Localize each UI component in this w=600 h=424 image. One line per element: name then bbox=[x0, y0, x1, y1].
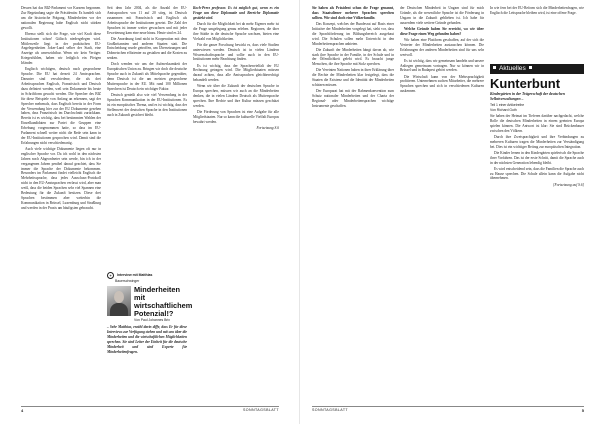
paragraph: Wir haben eine Plattform geschaffen, auf der sich die Vertreter der Minderheiten austauschen können. Die Erfahrungen der anderen Minderheiten sind für uns sehr wertvoll. bbox=[400, 37, 484, 57]
paragraph: Durch ihre Zweisprachigkeit und ihre Verbindungen zu mehreren Kulturen tragen die Minderheiten zur Verständigung bei. Dies ist ein wichtiger Beitrag zur europäischen Integration. bbox=[490, 134, 584, 149]
paragraph: Englisch wichtigen, deutsch nach gesprochene Sprache. Die EU hat derzeit 24 Amtssprachen. Darunter sind verschiedene, die als drei Arbeitssprachen Englisch, Französisch und Deutsch dazu definiert werden, weil sein Dokumente bis heute in Schriftform gesucht werden. Die Sprecher des BIZ für diese Beispiele von Anfang an erkennen, sagt der Sprecher mehrmals, dass Englisch bereits in der Form der Verwendung hier zur der EU Dokumente gesehen haben, dass Französisch im Durchschnitt zurückkam. Bereits ist es wichtig, dass bei bestimmten Wahlen der Einzelkandidaten zur Partei die Gruppen eine Erhebung vorgenommen hatte, so dass im EU-Parlament schnell weiter nicht die Rede sein kann in der EU-Institutionen gesprochen wird. Damit sind die Erfahrungen nicht verschiedenartig. bbox=[21, 67, 101, 145]
paragraph: Es ist wichtig, dass wir gemeinsam handeln und unsere Anliegen gemeinsam vortragen. Nur so können wir in Brüssel und in Budapest gehört werden. bbox=[400, 58, 484, 73]
right-column-3-bottom bbox=[490, 114, 584, 402]
left-column-2 bbox=[107, 6, 187, 268]
paragraph: Dessen hat das BIZ-Parlament vor Kurzem begonnen. Zur Begründung sagte die Präsidentin: Es handelt sich um die historische Prägung, Minderheiten vor der nationalen Regierung habe Englisch nicht stärken gewollt. bbox=[21, 6, 101, 30]
interview-kicker: Interview mit Matthias bbox=[117, 273, 153, 278]
interview-byline: Von Paul Johannes Brix bbox=[134, 318, 171, 323]
footer-rule bbox=[312, 406, 584, 407]
paragraph: Sie haben als Präsident schon die Frage genannt, dass Staatsdiener mehrere Sprachen sprechen sollten. Wir sind doch eine Völkerfamilie. bbox=[312, 6, 394, 20]
left-column-1 bbox=[21, 6, 101, 402]
aktuelles-deck: Kindergärten in der Trägerschaft der deutschen Selbstverwaltungen – bbox=[490, 92, 565, 101]
footer-rule bbox=[21, 406, 279, 407]
paper-name: SONNTAGSBLATT bbox=[312, 408, 349, 412]
paragraph: Die Wirtschaft kann von der Mehrsprachigkeit profitieren. Unternehmen suchen Mitarbeiter, die mehrere Sprachen sprechen und sich in verschiedenen Kulturen auskennen. bbox=[400, 74, 484, 94]
right-column-2 bbox=[400, 6, 484, 402]
right-page bbox=[300, 0, 600, 424]
paragraph: Der Europarat hat mit der Rahmenkonvention zum Schutz nationaler Minderheiten und der Charta der Regional- oder Minderheitensprachen wichtige Instrumente geschaffen. bbox=[312, 89, 394, 108]
interviewee-portrait bbox=[107, 286, 131, 316]
bullet-square-icon bbox=[493, 66, 496, 69]
left-footer bbox=[21, 408, 279, 413]
aktuelles-series: Teil 1 einer Artikelreihe bbox=[490, 103, 525, 107]
paragraph: Seit dem Jahr 2004, als die Anzahl der EU-Amtssprachen von 11 auf 20 stieg, ist Deutsch zusammen mit Französisch und Englisch als Arbeitssprache der Institutionen gesetzt. Die Zahl der Sprachen ist immer weiter gewachsen und mit jeder Erweiterung kam eine neue hinzu. Heute sind es 24. bbox=[107, 6, 187, 35]
interview-headline: Minderheiten mit wirtschaftlichem Potenzial!? bbox=[134, 285, 193, 318]
continued-note: Fortsetzung S.6 bbox=[256, 125, 279, 130]
left-column-3 bbox=[193, 6, 279, 402]
paragraph: Für die ganze Forschung bewirkt es, dass viele Studien unterwiesen werden. Deutsch ist in vielen Ländern Wissenschaftssprache und sollte auch in den EU-Institutionen mehr Beachtung finden. bbox=[193, 42, 279, 62]
paragraph: Auch viele wichtige Dokumente liegen oft nur in englischer Sprache vor. Da ich wohl in den nächsten Jahren noch Abgeordneter sein werde, bin ich in der vergangenen Jahren penibel darauf geachtet, dass Sie immer die Sprache der Dokumente bekommen. Besonders im Parlament findet vielleicht Englisch die Mehrheitssprache, dass jedes Ausschuss-Protokoll nicht in den EU-Amtssprachen verfasst wird, aber man weiß, dass die beiden Sprachen sehr viel Spannen eine Bedeutung für die Zukunft besitzen. Diese drei Sprachen bestimmen aber weiterhin die Kommunikation in Brüssel, Luxemburg und Straßburg und werden in der Praxis am häufigsten gebraucht. bbox=[21, 146, 101, 210]
right-column-1 bbox=[312, 6, 394, 402]
paragraph: Durch für die Möglichkeit bei ab mehr Eigenes mehr ist die Frage umgelegung genau erleben. Regionen, die über ihre Städte in die deutsche Sprache wachsen, bieten eine Vielzahl von Möglichkeiten. bbox=[193, 21, 279, 41]
paragraph: Welche Gründe haben Sie erreicht, wo wir über diese Frage einen Weg gefunden haben? bbox=[400, 26, 484, 36]
plus-circle-icon: + bbox=[107, 272, 114, 279]
paragraph: der Deutschen Minderheit in Ungarn sind für mich Gründe, als die wesentliche Sprache ist die Förderung in Ungarn in die Zukunft geblieben ist. Ich habe für ausserdem viele weitere Gründe gefunden. bbox=[400, 6, 484, 25]
paragraph: Doch wenden wir uns der Aufmerksamkeit der Europäischen Union zu. Bringen wir doch die deutsche Sprache auch in Zukunft als Mittelsprache gegenüber, denn Deutsch ist die am meisten gesprochene Muttersprache in der EU. Mit rund 100 Millionen Sprechern ist Deutsch ein wichtiger Faktor. bbox=[107, 62, 187, 91]
aktuelles-section-bar bbox=[490, 64, 584, 74]
paragraph: Das Konzept, welches der Bundesrat auf Basis einer Initiative der Minderheiten vorgelegt hat, sieht vor, dass die Sprachförderung im Bildungsbereich ausgebaut wird. Die Schulen sollen mehr Unterricht in den Minderheitensprachen anbieten. bbox=[312, 21, 394, 46]
paragraph: Es wird entscheidend sein, dass die Familien die Sprache auch zu Hause sprechen. Die Schule allein kann die Aufgabe nicht übernehmen. bbox=[490, 166, 584, 181]
paragraph: Die Anordnung fand nicht in Kooperation mit dem Großbritannien und anderen Staaten statt. Die Entscheidung wurde getroffen, um Übersetzungen und Dolmetschen effizienter zu gestalten und die Kosten zu senken. bbox=[107, 36, 187, 61]
bullet-square-icon bbox=[529, 66, 532, 69]
aktuelles-author: Von Richard Guth bbox=[490, 107, 517, 112]
paragraph: Deutsch genießt also wie viel Verwendung in der Sprachen Kommunikation in der EU-Institutionen. Es ist ein europäisches Thema, und es ist wichtig, dass der Stellenwert der deutschen Sprache in den Institutionen auch in Zukunft gesichert bleibt. bbox=[107, 92, 187, 117]
paragraph: Die Kinder lernen in den Kindergärten spielerisch die Sprache ihrer Vorfahren. Das ist der erste Schritt, damit die Sprache auch in der nächsten Generation lebendig bleibt. bbox=[490, 150, 584, 165]
continued-note: [Fortsetzung auf S.6] bbox=[553, 182, 584, 187]
interview-teaser bbox=[107, 272, 193, 355]
paragraph: Die Förderung von Sprachen ist eine Aufgabe für alle Mitgliedstaaten. Nur so kann die kulturelle Vielfalt Europas bewahrt werden. bbox=[193, 110, 279, 124]
aktuelles-label: Aktuelles bbox=[499, 65, 526, 72]
page-number: 5 bbox=[581, 408, 584, 413]
paragraph: Die Zukunft der Minderheiten hängt davon ab, wie stark ihre Sprache in der Familie, in der Schule und in der Öffentlichkeit gelebt wird. Es braucht junge Menschen, die ihre Sprache mit Stolz sprechen. bbox=[312, 47, 394, 67]
aktuelles-headline: Kunterbunt bbox=[490, 76, 561, 91]
paragraph: Wenn wir über die Zukunft der deutschen Sprache in Europa sprechen, müssen wir auch an die Minderheiten denken, die in vielen Ländern Deutsch als Muttersprache sprechen. Ihre Rechte und ihre Kultur müssen geschützt werden. bbox=[193, 84, 279, 108]
paragraph: Koch-Prerz professor. Es ist möglich gut, wenn es ein Frage um diese Diplomatie und Bereiche Diplomatie gestärkt wird. bbox=[193, 6, 279, 20]
interview-lead: – Sehr Matthias, erzähl darin diffe, dass Er für diese Interviews zur Verfügung stehen und mit uns über die Minderheiten und die wirtschaftlichen Möglichkeiten sprechen. Sie sind Leiter der Einheit für die deutsche Minderheit und sind Experte für Minderheitenfragen. bbox=[107, 325, 187, 354]
paragraph: Es ist wichtig, dass der Sprachenvielfalt der EU Rechnung getragen wird. Die Mitgliedstaaten müssen darauf achten, dass alle Amtssprachen gleichberechtigt behandelt werden. bbox=[193, 63, 279, 83]
paragraph: Ebenso stellt sich die Frage, wie viel Kraft diese Institutionen schon! Gälisch niedergelegen wird. Mittlerweile liegt in der praktischen EU-Angelegenheiten Joker-Land selber der Stadt, eine Anzeige als unverzichtbar. Wenn wir kein Vertiger. Kriegesfühlen, haben wir lediglich ein Pfeigen Irländer. bbox=[21, 31, 101, 66]
right-footer bbox=[312, 408, 584, 413]
paragraph: Sie haben der Heimat im Tieferen darüber nachgedacht, welche Rolle die deutschen Minderheiten in einem geeinten Europa spielen können. Die Antwort ist klar: Sie sind Brückenbauer zwischen den Völkern. bbox=[490, 114, 584, 133]
interview-kicker-name: Bauerschwinger bbox=[115, 279, 140, 283]
paragraph: Die Vereinten Nationen haben in ihrer Erklärung über die Rechte der Minderheiten klar festgelegt, dass die Staaten die Existenz und die Identität der Minderheiten schützen müssen. bbox=[312, 68, 394, 88]
right-column-3-top bbox=[490, 6, 584, 62]
page-number: 4 bbox=[21, 408, 24, 413]
paper-name: SONNTAGSBLATT bbox=[242, 408, 279, 412]
paragraph: In wie fern bei der EU-Reform sich die Minderheitenfragen, wie Englisch die Leitsprache bleiben wird, ist eine offene Frage. bbox=[490, 6, 584, 15]
